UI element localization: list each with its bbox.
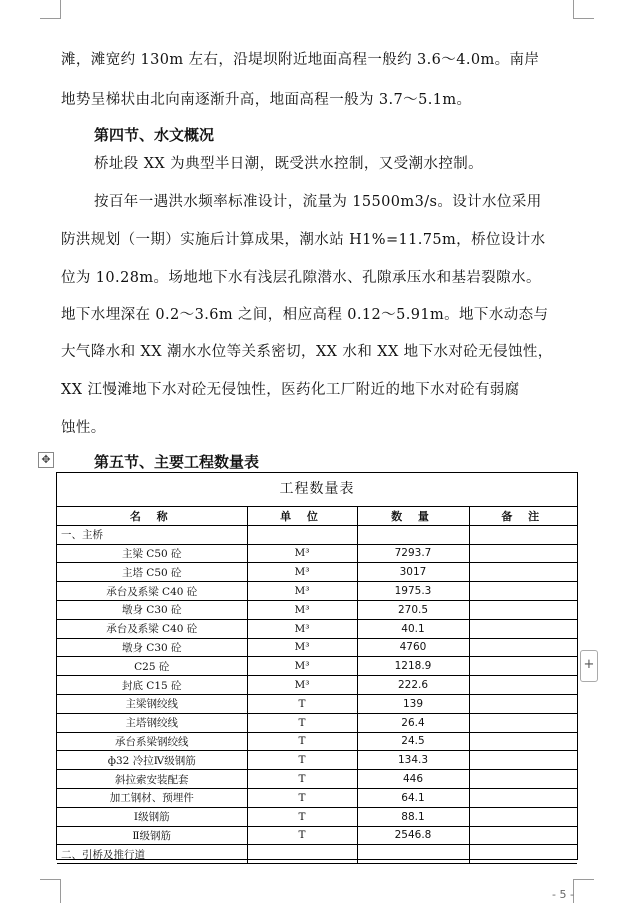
cell-qty: 270.5 bbox=[357, 600, 469, 619]
page-number: - 5 - bbox=[552, 888, 574, 901]
table-row bbox=[57, 807, 577, 826]
cell-note bbox=[469, 657, 577, 676]
paragraph-line: 蚀性。 bbox=[61, 420, 106, 436]
table-title: 工程数量表 bbox=[57, 473, 577, 507]
cell-unit: T bbox=[247, 694, 357, 713]
cell-name: 承台及系梁 C40 砼 bbox=[57, 582, 247, 601]
cell-unit: M³ bbox=[247, 657, 357, 676]
cell-unit: M³ bbox=[247, 676, 357, 695]
cell-note bbox=[469, 563, 577, 582]
cell-name: 封底 C15 砼 bbox=[57, 676, 247, 695]
cell-name: 承台系梁钢绞线 bbox=[57, 732, 247, 751]
cell-name: 斜拉索安装配套 bbox=[57, 770, 247, 789]
cell-note bbox=[469, 788, 577, 807]
cell-qty: 2546.8 bbox=[357, 826, 469, 845]
cell-qty: 222.6 bbox=[357, 676, 469, 695]
cell-qty: 134.3 bbox=[357, 751, 469, 770]
cell-note bbox=[469, 582, 577, 601]
table-row bbox=[57, 694, 577, 713]
crop-mark-top-right bbox=[573, 0, 594, 19]
section-row bbox=[57, 845, 577, 864]
cell-name: 主梁钢绞线 bbox=[57, 694, 247, 713]
table-row bbox=[57, 770, 577, 789]
cell-qty: 1218.9 bbox=[357, 657, 469, 676]
cell-unit: T bbox=[247, 751, 357, 770]
header-qty: 数 量 bbox=[357, 507, 469, 525]
paragraph-line: 地下水埋深在 0.2～3.6m 之间，相应高程 0.12～5.91m。地下水动态与 bbox=[61, 307, 549, 323]
cell-name: 主梁 C50 砼 bbox=[57, 544, 247, 563]
cell-name: 墩身 C30 砼 bbox=[57, 638, 247, 657]
crop-mark-top-left bbox=[40, 0, 61, 19]
table-row bbox=[57, 544, 577, 563]
table-header-row bbox=[57, 507, 577, 525]
cell-name: C25 砼 bbox=[57, 657, 247, 676]
cell-name: ф32 冷拉Ⅳ级钢筋 bbox=[57, 751, 247, 770]
cell-note bbox=[469, 694, 577, 713]
add-column-icon[interactable]: + bbox=[580, 650, 598, 682]
cell-qty: 4760 bbox=[357, 638, 469, 657]
table-row bbox=[57, 732, 577, 751]
section-heading-5: 第五节、主要工程数量表 bbox=[94, 453, 260, 471]
cell-unit: T bbox=[247, 713, 357, 732]
cell-qty: 3017 bbox=[357, 563, 469, 582]
table-row bbox=[57, 563, 577, 582]
crop-mark-bottom-right bbox=[573, 879, 594, 903]
section-label: 一、主桥 bbox=[57, 525, 247, 544]
section-label: 二、引桥及推行道 bbox=[57, 845, 247, 864]
cell-qty: 40.1 bbox=[357, 619, 469, 638]
cell-unit: T bbox=[247, 788, 357, 807]
table-row bbox=[57, 657, 577, 676]
cell-unit: M³ bbox=[247, 638, 357, 657]
table-row bbox=[57, 788, 577, 807]
table-row bbox=[57, 619, 577, 638]
cell-qty: 139 bbox=[357, 694, 469, 713]
header-note: 备 注 bbox=[469, 507, 577, 525]
section-heading-4: 第四节、水文概况 bbox=[94, 126, 215, 144]
cell-name: 加工钢材、预埋件 bbox=[57, 788, 247, 807]
table-row bbox=[57, 713, 577, 732]
cell-unit: T bbox=[247, 770, 357, 789]
cell-qty: 64.1 bbox=[357, 788, 469, 807]
header-unit: 单 位 bbox=[247, 507, 357, 525]
table-row bbox=[57, 826, 577, 845]
paragraph-line: 滩，滩宽约 130m 左右，沿堤坝附近地面高程一般约 3.6～4.0m。南岸 bbox=[61, 52, 540, 68]
cell-qty: 24.5 bbox=[357, 732, 469, 751]
cell-note bbox=[469, 600, 577, 619]
cell-qty: 88.1 bbox=[357, 807, 469, 826]
cell-note bbox=[469, 638, 577, 657]
cell-qty: 1975.3 bbox=[357, 582, 469, 601]
cell-note bbox=[469, 544, 577, 563]
cell-note bbox=[469, 676, 577, 695]
quantity-table-grid bbox=[57, 507, 577, 864]
cell-note bbox=[469, 619, 577, 638]
paragraph-line: 位为 10.28m。场地地下水有浅层孔隙潜水、孔隙承压水和基岩裂隙水。 bbox=[61, 270, 541, 286]
header-name: 名 称 bbox=[57, 507, 247, 525]
paragraph-line: 防洪规划（一期）实施后计算成果，潮水站 H1%=11.75m，桥位设计水 bbox=[61, 232, 546, 248]
table-row bbox=[57, 600, 577, 619]
paragraph-line: 地势呈梯状由北向南逐渐升高，地面高程一般为 3.7～5.1m。 bbox=[61, 92, 472, 108]
cell-unit: M³ bbox=[247, 619, 357, 638]
cell-note bbox=[469, 751, 577, 770]
cell-qty: 26.4 bbox=[357, 713, 469, 732]
move-handle-icon[interactable]: ✥ bbox=[38, 452, 54, 468]
cell-unit: M³ bbox=[247, 563, 357, 582]
cell-unit: M³ bbox=[247, 582, 357, 601]
cell-name: Ⅱ级钢筋 bbox=[57, 826, 247, 845]
cell-unit: M³ bbox=[247, 600, 357, 619]
cell-unit: T bbox=[247, 732, 357, 751]
cell-unit: T bbox=[247, 826, 357, 845]
cell-note bbox=[469, 826, 577, 845]
cell-name: 墩身 C30 砼 bbox=[57, 600, 247, 619]
cell-note bbox=[469, 713, 577, 732]
paragraph-line: 按百年一遇洪水频率标准设计，流量为 15500m3/s。设计水位采用 bbox=[94, 194, 542, 210]
cell-name: 承台及系梁 C40 砼 bbox=[57, 619, 247, 638]
cell-note bbox=[469, 807, 577, 826]
crop-mark-bottom-left bbox=[40, 879, 61, 903]
paragraph-line: 大气降水和 XX 潮水水位等关系密切，XX 水和 XX 地下水对砼无侵蚀性， bbox=[61, 344, 553, 360]
quantity-table bbox=[56, 472, 578, 860]
table-row bbox=[57, 638, 577, 657]
cell-name: 主塔 C50 砼 bbox=[57, 563, 247, 582]
cell-unit: T bbox=[247, 807, 357, 826]
table-row bbox=[57, 676, 577, 695]
cell-name: 主塔钢绞线 bbox=[57, 713, 247, 732]
cell-name: Ⅰ级钢筋 bbox=[57, 807, 247, 826]
cell-note bbox=[469, 732, 577, 751]
table-row bbox=[57, 582, 577, 601]
cell-qty: 446 bbox=[357, 770, 469, 789]
table-row bbox=[57, 751, 577, 770]
cell-note bbox=[469, 770, 577, 789]
cell-unit: M³ bbox=[247, 544, 357, 563]
paragraph-line: 桥址段 XX 为典型半日潮，既受洪水控制，又受潮水控制。 bbox=[94, 156, 484, 172]
section-row bbox=[57, 525, 577, 544]
cell-qty: 7293.7 bbox=[357, 544, 469, 563]
paragraph-line: XX 江慢滩地下水对砼无侵蚀性，医药化工厂附近的地下水对砼有弱腐 bbox=[61, 382, 520, 398]
